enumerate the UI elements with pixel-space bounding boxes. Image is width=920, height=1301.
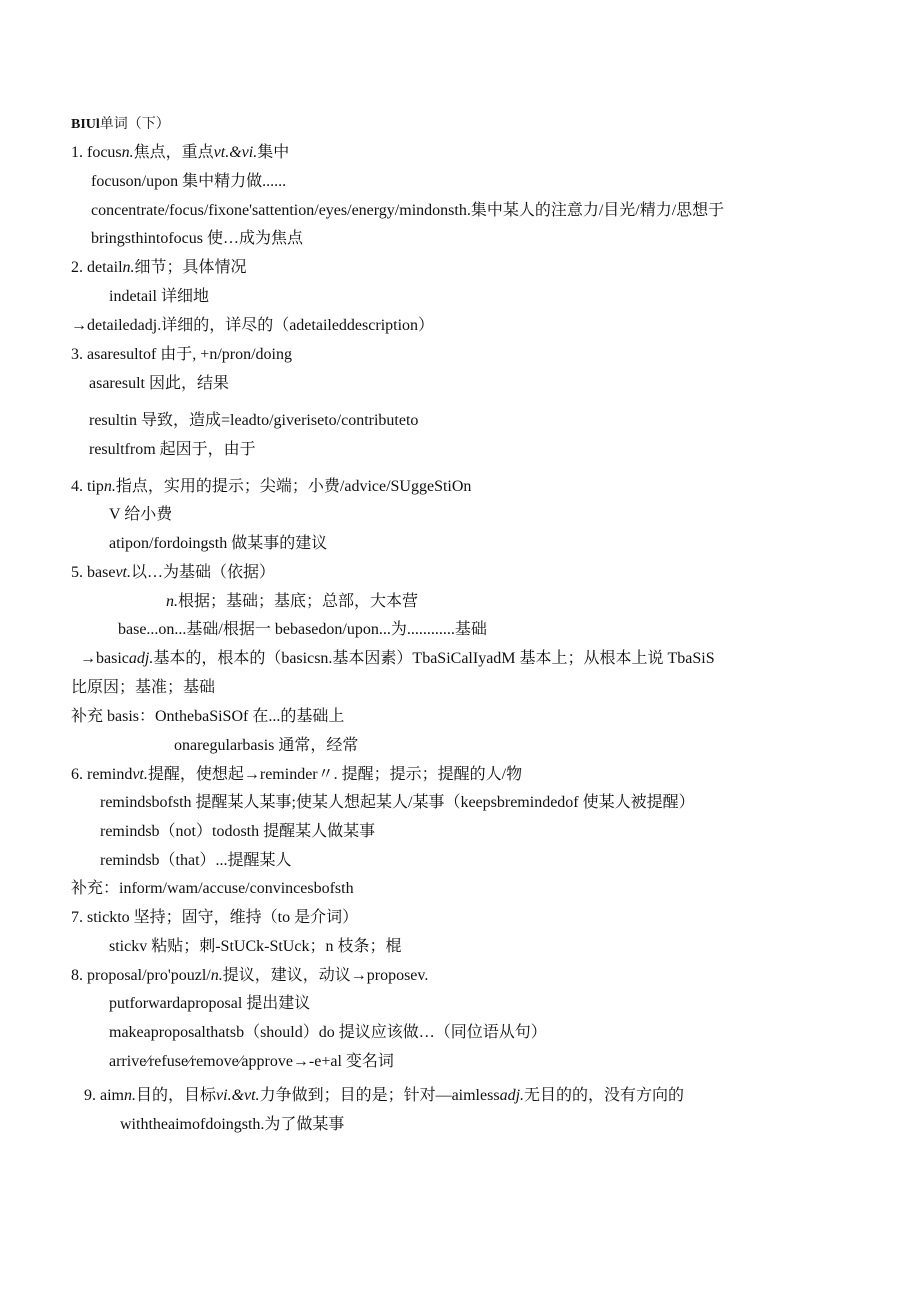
entry-5-basic-meaning: 基本的，根本的（basicsn.基本因素）TbaSiCalIyadM 基本上；从根本上说 TbaSiS — [153, 650, 715, 667]
entry-3-phrase-3: resultfrom 起因于，由于 — [89, 441, 256, 458]
entry-5-derived-cont: 比原因；基准；基础 — [71, 679, 216, 696]
entry-5-pos-n: n. — [166, 593, 178, 610]
entry-1-headword — [71, 143, 289, 163]
entry-1-pos-v: vt.&vi. — [213, 144, 258, 161]
entry-9-headword — [84, 1086, 684, 1106]
entry-3-phrase-1: asaresult 因此，结果 — [89, 375, 229, 392]
entry-2-pos-n: n. — [122, 259, 135, 276]
entry-4-meaning: 指点，实用的提示；尖端；小费/advice/SUggeStiOn — [115, 478, 472, 495]
entry-6-phrase-1: remindsbofsth 提醒某人某事;使某人想起某人/某事（keepsbremindedof 使某人被提醒） — [100, 794, 695, 811]
entry-8-phrase-3: arrive⁄refuse⁄remove⁄approve→-e+al 变名词 — [109, 1053, 394, 1070]
entry-5-supplement: 补充 basis：OnthebaSiSOf 在...的基础上 — [71, 708, 345, 725]
entry-5-word: 5. base — [71, 564, 116, 581]
entry-5-basic: →basic — [80, 650, 129, 667]
entry-6-pos-vt: vt. — [132, 766, 148, 783]
entry-8-headword — [71, 966, 428, 986]
entry-7-phrase-1: stickv 粘贴；刺-StUCk-StUck；n 枝条；棍 — [109, 938, 402, 955]
entry-2-derived: →detailedadj.详细的，详尽的（adetaileddescription） — [71, 317, 435, 334]
entry-5-derived — [80, 649, 715, 669]
entry-5-phrase-1: base...on...基础/根据一 bebasedon/upon...为............基础 — [118, 621, 487, 638]
entry-1-phrase-3: bringsthintofocus 使…成为焦点 — [91, 230, 303, 247]
entry-8-phrase-2: makeaproposalthatsb（should）do 提议应该做…（同位语从句） — [109, 1024, 547, 1041]
entry-9-pos-v: vi.&vt. — [216, 1087, 260, 1104]
entry-8-pos-n: n. — [210, 967, 223, 984]
entry-6-phrase-2: remindsb（not）todosth 提醒某人做某事 — [100, 823, 376, 840]
entry-2-meaning: 细节；具体情况 — [134, 259, 247, 276]
entry-8-meaning: 提议，建议，动议→proposev. — [222, 967, 429, 984]
entry-1-meaning: 焦点，重点 — [133, 144, 214, 161]
entry-6-headword — [71, 765, 522, 785]
entry-1-word: 1. focus — [71, 144, 122, 161]
entry-6-meaning: 提醒，使想起→reminder〃. 提醒；提示；提醒的人/物 — [147, 766, 523, 783]
entry-6-word: 6. remind — [71, 766, 133, 783]
entry-9-meaning: 目的，目标 — [136, 1087, 217, 1104]
entry-1-phrase-1: focuson/upon 集中精力做...... — [91, 173, 287, 190]
title-rest: 单词（下） — [99, 117, 170, 132]
entry-6-phrase-3: remindsb（that）...提醒某人 — [100, 852, 292, 869]
entry-9-word: 9. aim — [84, 1087, 124, 1104]
entry-9-pos-adj: adj. — [499, 1087, 525, 1104]
entry-5-meaning: 以…为基础（依据） — [130, 564, 275, 581]
entry-7-headword: 7. stickto 坚持；固守，维持（to 是介词） — [71, 909, 359, 926]
entry-1-phrase-2: concentrate/focus/fixone'sattention/eyes/energy/mindonsth.集中某人的注意力/目光/精力/思想于 — [91, 202, 725, 219]
entry-2-word: 2. detail — [71, 259, 123, 276]
entry-4-phrase-1: V 给小费 — [109, 506, 173, 523]
entry-3-phrase-2: resultin 导致，造成=leadto/giveriseto/contributeto — [89, 412, 419, 429]
entry-9-meaning-v: 力争做到；目的是；针对—aimless — [259, 1087, 500, 1104]
entry-9-pos-n: n. — [124, 1087, 136, 1104]
entry-2-phrase-1: indetail 详细地 — [109, 288, 209, 305]
entry-2-headword — [71, 258, 247, 278]
entry-4-word: 4. tip — [71, 478, 104, 495]
title — [71, 115, 170, 135]
entry-5-pos-vt: vt. — [115, 564, 131, 581]
entry-9-aimless-meaning: 无目的的，没有方向的 — [524, 1087, 685, 1104]
entry-6-supplement: 补充：inform/wam/accuse/convincesbofsth — [71, 880, 354, 897]
entry-4-pos-n: n. — [103, 478, 116, 495]
entry-5-noun-line — [166, 592, 418, 612]
title-bold: BIUl — [71, 117, 100, 132]
entry-9-phrase-1: withtheaimofdoingsth.为了做某事 — [120, 1116, 345, 1133]
entry-5-headword — [71, 563, 275, 583]
entry-4-phrase-2: atipon/fordoingsth 做某事的建议 — [109, 535, 328, 552]
entry-5-noun-meaning: 根据；基础；基底；总部，大本营 — [178, 593, 419, 610]
entry-5-supplement-2: onaregularbasis 通常，经常 — [174, 737, 359, 754]
entry-8-word: 8. proposal/pro'pouzl/ — [71, 967, 211, 984]
entry-4-headword — [71, 477, 471, 497]
entry-1-meaning-v: 集中 — [257, 144, 290, 161]
entry-8-phrase-1: putforwardaproposal 提出建议 — [109, 995, 311, 1012]
entry-1-pos-n: n. — [121, 144, 134, 161]
entry-5-pos-adj: adj. — [128, 650, 154, 667]
entry-3-headword: 3. asaresultof 由于, +n/pron/doing — [71, 346, 292, 363]
